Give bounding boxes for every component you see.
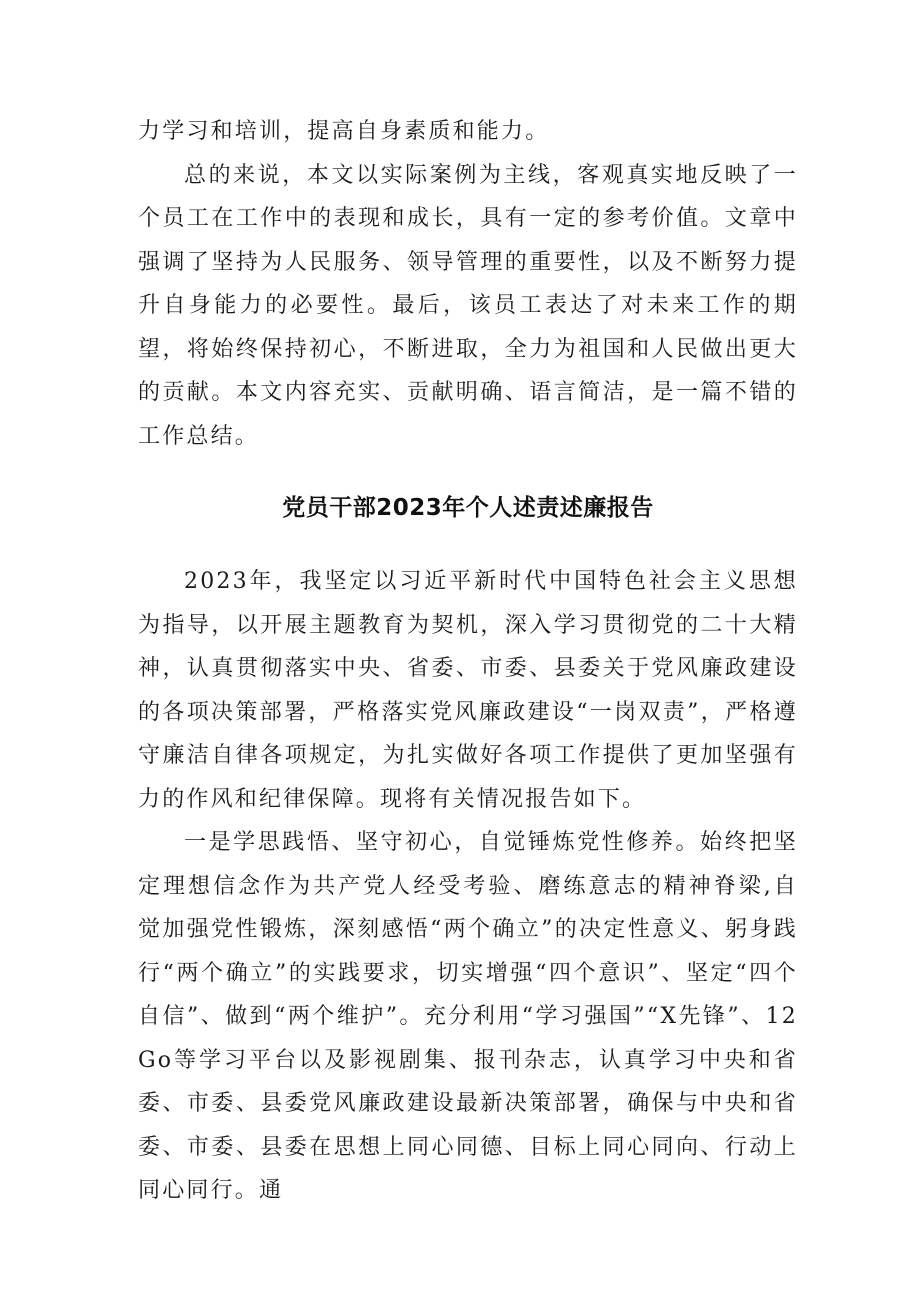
summary-paragraph: 总的来说，本文以实际案例为主线，客观真实地反映了一个员工在工作中的表现和成长，具有一定的参考价值。文章中强调了坚持为人民服务、领导管理的重要性，以及不断努力提升自身能力的必要性。最后，该员工表达了对未来工作的期望，将始终保持初心，不断进取，全力为祖国和人民做出更大的贡献。本文内容充实、贡献明确、语言简洁，是一篇不错的工作总结。 (138, 162, 798, 449)
report-intro-paragraph: 2023年，我坚定以习近平新时代中国特色社会主义思想为指导，以开展主题教育为契机，深入学习贯彻党的二十大精神，认真贯彻落实中央、省委、市委、县委关于党风廉政建设的各项决策部署，严格落实党风廉政建设“一岗双责”，严格遵守廉洁自律各项规定，为扎实做好各项工作提供了更加坚强有力的作风和纪律保障。现将有关情况报告如下。 (138, 569, 798, 812)
continuation-paragraph: 力学习和培训，提高自身素质和能力。 (138, 119, 550, 144)
report-point-one-paragraph: 一是学思践悟、坚守初心，自觉锤炼党性修养。始终把坚定理想信念作为共产党人经受考验、磨练意志的精神脊梁,自觉加强党性锻炼，深刻感悟“两个确立”的决定性意义、躬身践行“两个确立”的实践要求，切实增强“四个意识”、坚定“四个自信”、做到“两个维护”。充分利用“学习强国”“X先锋”、12Go等学习平台以及影视剧集、报刊杂志，认真学习中央和省委、市委、县委党风廉政建设最新决策部署，确保与中央和省委、市委、县委在思想上同心同德、目标上同心同向、行动上同心同行。通 (138, 830, 798, 1203)
document-content (138, 110, 798, 1213)
report-title: 党员干部2023年个人述责述廉报告 (282, 495, 654, 521)
